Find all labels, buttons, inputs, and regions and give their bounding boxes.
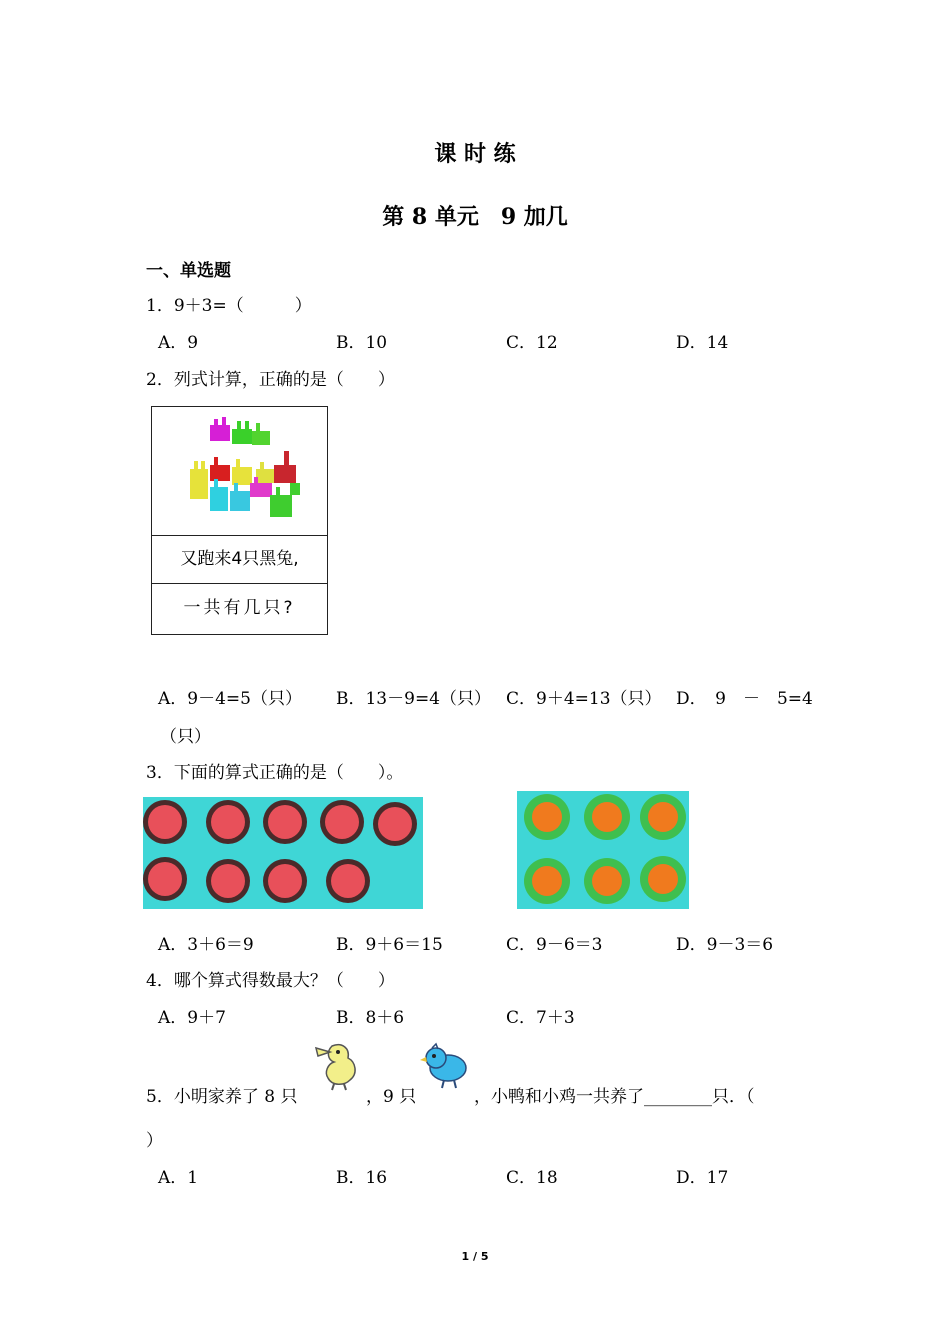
orange-circles-panel: [517, 791, 689, 909]
question-3-stem: 3．下面的算式正确的是（ ）。: [146, 763, 404, 783]
figure-text-line1: 又跑来4只黑兔,: [152, 536, 327, 584]
question-5-stem-part2: ，9 只: [366, 1087, 417, 1107]
orange-counter-fill: [648, 864, 678, 894]
question-5-stem-part3: ，小鸭和小鸡一共养了________只．（: [474, 1087, 755, 1107]
red-counter-fill: [148, 862, 182, 896]
q2-option-b[interactable]: B．13－9=4（只）: [336, 689, 492, 709]
page-title: 课 时 练: [434, 141, 516, 167]
orange-counter-fill: [532, 866, 562, 896]
q3-option-d[interactable]: D．9－3＝6: [676, 935, 774, 955]
question-5-stem-wrap: ）: [146, 1131, 163, 1151]
rabbits-image: [152, 407, 327, 536]
question-2-stem: 2．列式计算，正确的是（ ）: [146, 370, 395, 390]
red-counter-fill: [325, 805, 359, 839]
q1-option-c[interactable]: C．12: [506, 333, 558, 353]
figure-text-line2: 一共有几只?: [183, 598, 296, 618]
chick-icon: [418, 1042, 472, 1090]
q2-option-c[interactable]: C．9＋4=13（只）: [506, 689, 662, 709]
question-5-stem-part1: 5．小明家养了 8 只: [146, 1087, 298, 1107]
unit-title: 第 8 单元 9 加几: [382, 204, 568, 230]
question-1-stem: 1．9＋3=（ ）: [146, 296, 312, 316]
red-counter-fill: [268, 805, 302, 839]
q3-option-a[interactable]: A．3＋6＝9: [158, 935, 254, 955]
duck-icon: [312, 1040, 360, 1092]
red-counter-fill: [268, 864, 302, 898]
orange-counter-fill: [532, 802, 562, 832]
q5-option-b[interactable]: B．16: [336, 1168, 388, 1188]
q4-option-a[interactable]: A．9＋7: [158, 1008, 226, 1028]
q3-option-b[interactable]: B．9＋6＝15: [336, 935, 443, 955]
orange-counter-fill: [648, 802, 678, 832]
red-counter-fill: [378, 807, 412, 841]
red-counter-fill: [331, 864, 365, 898]
page-number: 1 / 5: [461, 1250, 489, 1263]
q5-option-d[interactable]: D．17: [676, 1168, 729, 1188]
orange-counter-fill: [592, 866, 622, 896]
q2-option-d-wrap: （只）: [160, 727, 211, 747]
question-4-stem: 4．哪个算式得数最大？（ ）: [146, 971, 395, 991]
red-circles-panel: [143, 797, 423, 909]
red-counter-fill: [211, 805, 245, 839]
q4-option-b[interactable]: B．8＋6: [336, 1008, 405, 1028]
section-heading: 一、单选题: [146, 261, 231, 281]
q4-option-c[interactable]: C．7＋3: [506, 1008, 575, 1028]
red-counter-fill: [148, 805, 182, 839]
red-counter-fill: [211, 864, 245, 898]
q3-option-c[interactable]: C．9－6＝3: [506, 935, 603, 955]
q1-option-d[interactable]: D．14: [676, 333, 729, 353]
rabbit-icon: [210, 417, 270, 445]
q5-option-a[interactable]: A．1: [158, 1168, 199, 1188]
q2-option-a[interactable]: A．9－4=5（只）: [158, 689, 302, 709]
q1-option-b[interactable]: B．10: [336, 333, 388, 353]
rabbit-figure: [151, 406, 328, 635]
q1-option-a[interactable]: A．9: [158, 333, 199, 353]
q5-option-c[interactable]: C．18: [506, 1168, 558, 1188]
orange-counter-fill: [592, 802, 622, 832]
q2-option-d[interactable]: D． 9 － 5=4: [676, 689, 813, 709]
